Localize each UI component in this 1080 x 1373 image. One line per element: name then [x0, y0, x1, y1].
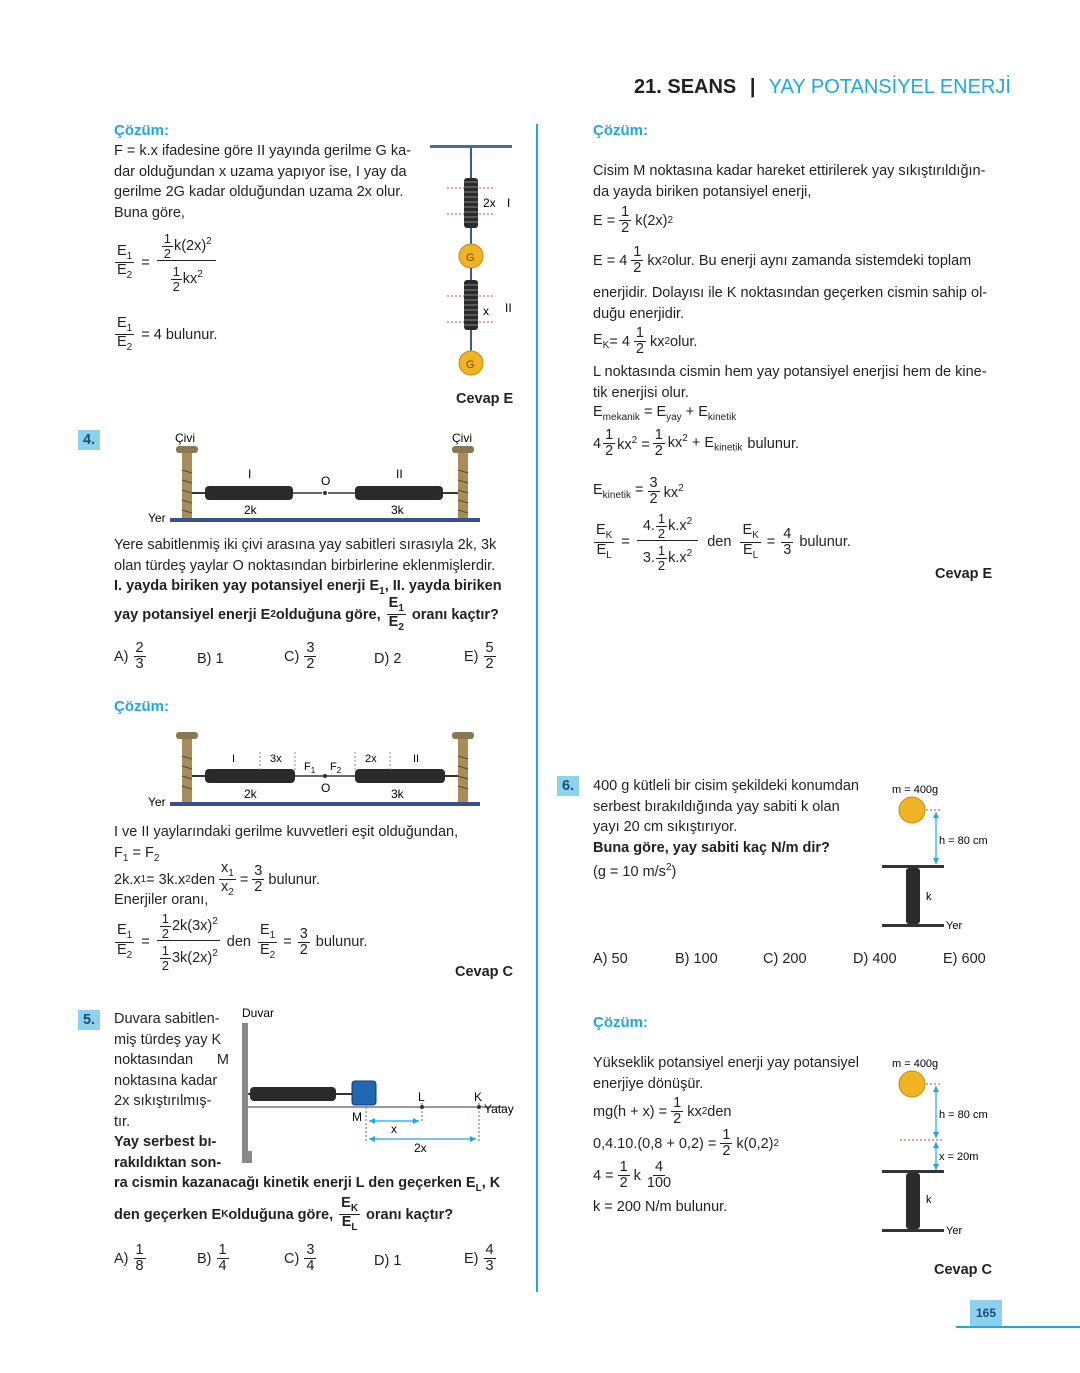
label-I: I — [507, 196, 511, 210]
vertical-springs-figure — [425, 140, 525, 380]
formula-e2: E = 4 1 2 kx 2 olur. Bu enerji aynı zamanda sistemdeki toplam — [593, 244, 972, 277]
vertical-spring — [906, 1173, 920, 1229]
question-prompt-2: den geçerken E K olduğuna göre, $E_K$ $E_L$ oranı kaçtır? — [114, 1195, 454, 1234]
compressed-spring — [250, 1087, 336, 1101]
energies-label: Enerjiler oranı, — [114, 892, 209, 908]
choice-a[interactable]: A) 2 3 — [114, 640, 144, 673]
formula-e: E = $\frac{1}{2}$ k(2x) 2 — [593, 204, 674, 237]
choice-e[interactable]: E) 600 — [943, 951, 986, 967]
solution-text: I ve II yaylarındaki gerilme kuvvetleri eşit olduğundan, $F_1 = F_2$ — [114, 824, 459, 864]
nail-right-icon — [452, 732, 474, 802]
svg-text:x = 20m: x = 20m — [939, 1151, 979, 1163]
choice-a[interactable]: A) 50 — [593, 951, 628, 967]
question-prompt: ra cismin kazanacağı kinetik enerji L den geçerken $E_L$, K — [114, 1175, 501, 1194]
solution-text: F = k.x ifadesine göre II yayında gerilme G ka- dar olduğundan x uzama yapıyor ise, I yay da gerilme 2G kadar olduğundan uzama 2x olur. Buna göre, — [114, 143, 411, 221]
falling-mass-figure — [880, 778, 1000, 938]
svg-text:2k: 2k — [244, 787, 257, 801]
choice-d[interactable]: D) 1 — [374, 1253, 402, 1269]
question-number: 5. — [78, 1010, 100, 1030]
svg-text:I: I — [248, 467, 252, 481]
block-M — [352, 1081, 376, 1105]
svg-text:k: k — [926, 1194, 932, 1206]
question-text: Yere sabitlenmiş iki çivi arasına yay sabitleri sırasıyla 2k, 3k olan türdeş yaylar O noktasından birbirlerine eklenmişlerdir. I. yayda biriken yay potansiyel enerji $E_1$, II. yayda biriken — [114, 537, 502, 597]
energies-ratio-formula: $\frac{E_1}{E_2}$ = $\frac{1}{2}$ $2k(3x)^2$ $\frac{1}{2}$ $3k(2x)^2$ den $\frac{E_1}{E_2}$ = $\frac{3}{2}$ bulunur. — [117, 911, 368, 973]
solution-text: Yükseklik potansiyel enerji yay potansiyel enerjiye dönüşür. — [593, 1055, 859, 1092]
solution-label: Çözüm: — [114, 122, 169, 139]
page-header — [634, 76, 1011, 99]
question-number: 6. — [557, 776, 579, 796]
page-number-badge: 165 — [970, 1300, 1002, 1326]
solution-text-2: enerjidir. Dolayısı ile K noktasından geçerken cismin sahip ol- duğu enerjidir. — [593, 285, 988, 322]
answer-choices — [114, 641, 514, 681]
formula-emekanik: $E_{mekanik} = E_{yay} + E_{kinetik}$ — [593, 404, 737, 423]
svg-text:L: L — [418, 1090, 425, 1104]
mass-ball — [899, 797, 925, 823]
svg-text:2x: 2x — [414, 1141, 427, 1155]
label-II: II — [505, 301, 512, 315]
question-text: 400 g kütleli bir cisim şekildeki konumdan serbest bırakıldığında yay sabiti k olan yayı 20 cm sıkıştırıyor. Buna göre, yay sabiti kaç N/m dir? (g = 10 $m/s^2$) — [593, 778, 859, 880]
svg-text:2x: 2x — [365, 753, 377, 765]
ratio-step: 2k.x 1 = 3k.x 2 den $\frac{x_1}{x_2}$ = $\frac{3}{2}$ bulunur. — [114, 860, 320, 899]
svg-text:3k: 3k — [391, 503, 404, 517]
svg-text:m = 400g: m = 400g — [892, 784, 939, 796]
answer-label: Cevap C — [934, 1262, 993, 1278]
formula-numeric: 0,4.10.(0,8 + 0,2) = $\frac{1}{2}$ k(0,2) 2 — [593, 1127, 780, 1160]
svg-text:Çivi: Çivi — [175, 431, 195, 445]
svg-text:G: G — [466, 359, 475, 371]
formula-energy-balance: 4 1 2 $kx^2$ = $\frac{1}{2}$ $kx^2 + E_{kinetik}$ bulunur. — [593, 427, 800, 460]
svg-text:I: I — [232, 753, 236, 765]
svg-text:k: k — [926, 891, 932, 903]
formula-k: 4 = $\frac{1}{2}$ k 4 100 — [593, 1159, 672, 1192]
solution-text-3: L noktasında cismin hem yay potansiyel enerjisi hem de kine- tik enerjisi olur. — [593, 364, 987, 401]
answer-choices — [114, 1243, 514, 1283]
formula-ek-el-ratio: $\frac{E_K}{E_L}$ = 4. $\frac{1}{2}$ $k.x^2$ 3. $\frac{1}{2}$ $k.x^2$ den $\frac{E_K}{E_L}$ = $\frac{4}{3}$ bulunur. — [596, 511, 851, 573]
header-separator: | — [749, 76, 756, 98]
formula-ek: $E_K$ = 4 1 2 kx 2 olur. — [593, 325, 698, 358]
svg-text:M: M — [352, 1110, 362, 1124]
svg-text:G: G — [466, 252, 475, 264]
wall-spring-figure — [236, 1003, 526, 1163]
spring-2k — [205, 486, 293, 500]
choice-c[interactable]: C) 3 4 — [284, 1242, 315, 1275]
spring-II — [464, 280, 478, 330]
choice-a[interactable]: A) 1 8 — [114, 1242, 144, 1275]
answer-label: Cevap C — [455, 964, 514, 980]
svg-text:O: O — [321, 474, 331, 488]
column-divider — [536, 124, 538, 1292]
answer-label: Cevap E — [456, 391, 514, 407]
svg-text:3k: 3k — [391, 787, 404, 801]
energy-ratio-result: $\frac{E_1}{E_2}$ = 4 bulunur. — [117, 315, 218, 354]
choice-d[interactable]: D) 400 — [853, 951, 897, 967]
compressed-spring-figure — [880, 1052, 1000, 1242]
svg-text:Yatay: Yatay — [484, 1102, 514, 1116]
question-number: 4. — [78, 430, 100, 450]
svg-text:Çivi: Çivi — [452, 431, 472, 445]
label-2x: 2x — [483, 196, 496, 210]
session-title: 21. SEANS — [634, 76, 737, 98]
svg-text:Yer: Yer — [148, 795, 166, 809]
answer-choices — [593, 951, 1013, 973]
choice-b[interactable]: B) 100 — [675, 951, 718, 967]
solution-text: Cisim M noktasına kadar hareket ettirilerek yay sıkıştırıldığın- da yayda biriken potansiyel enerji, — [593, 163, 986, 200]
answer-label: Cevap E — [935, 566, 993, 582]
svg-text:h = 80 cm: h = 80 cm — [939, 835, 988, 847]
forces-springs-figure — [140, 728, 485, 813]
svg-text:2k: 2k — [244, 503, 257, 517]
topic-title: YAY POTANSİYEL ENERJİ — [768, 76, 1011, 98]
svg-text:K: K — [474, 1090, 483, 1104]
vertical-spring — [906, 868, 920, 924]
solution-label: Çözüm: — [593, 1014, 648, 1031]
solution-label: Çözüm: — [114, 698, 169, 715]
svg-text:3x: 3x — [270, 753, 282, 765]
svg-text:II: II — [413, 753, 420, 765]
solution-label: Çözüm: — [593, 122, 648, 139]
svg-text:Yer: Yer — [946, 1225, 963, 1237]
nails-springs-figure — [140, 430, 485, 525]
nail-right-icon — [452, 446, 474, 518]
nail-left-icon — [176, 446, 198, 518]
formula-ekinetik: $E_{kinetik}$ = $\frac{3}{2}$ $kx^2$ — [593, 475, 684, 508]
svg-text:O: O — [321, 781, 331, 795]
spring-I — [464, 178, 478, 228]
choice-c[interactable]: C) 3 2 — [284, 640, 315, 673]
choice-d[interactable]: D) 2 — [374, 651, 402, 667]
energy-ratio-formula: $\frac{E_1}{E_2}$ = $\frac{1}{2}$ $k(2x)^2$ $\frac{1}{2}$ $kx^2$ — [114, 232, 217, 294]
choice-b[interactable]: B) 1 4 — [197, 1242, 227, 1275]
footer-line — [956, 1326, 1080, 1328]
svg-text:h = 80 cm: h = 80 cm — [939, 1109, 988, 1121]
choice-e[interactable]: E) 4 3 — [464, 1242, 494, 1275]
question-prompt: yay potansiyel enerji E 2 olduğuna göre, $E_1$ $E_2$ oranı kaçtır? — [114, 595, 499, 634]
choice-c[interactable]: C) 200 — [763, 951, 807, 967]
svg-text:F2: $F_2$ — [330, 761, 342, 775]
svg-text:II: II — [396, 467, 403, 481]
spring-3k — [355, 486, 443, 500]
label-x: x — [483, 304, 489, 318]
result-k: k = 200 N/m bulunur. — [593, 1199, 728, 1215]
choice-e[interactable]: E) 5 2 — [464, 640, 494, 673]
svg-text:x: x — [391, 1122, 397, 1136]
svg-text:Yer: Yer — [148, 511, 166, 525]
svg-text:F1: $F_1$ — [304, 761, 316, 775]
choice-b[interactable]: B) 1 — [197, 651, 224, 667]
svg-text:m = 400g: m = 400g — [892, 1058, 939, 1070]
question-text: Duvara sabitlen- miş türdeş yay K noktasından M noktasına kadar 2x sıkıştırılmış- tır. Yay serbest bı- rakıldıktan son- — [114, 1011, 229, 1171]
svg-text:Yer: Yer — [946, 920, 963, 932]
formula-mgh: mg(h + x) = $\frac{1}{2}$ kx 2 den — [593, 1095, 732, 1128]
wall — [242, 1023, 248, 1163]
nail-left-icon — [176, 732, 198, 802]
svg-text:Duvar: Duvar — [242, 1006, 275, 1020]
mass-ball — [899, 1071, 925, 1097]
